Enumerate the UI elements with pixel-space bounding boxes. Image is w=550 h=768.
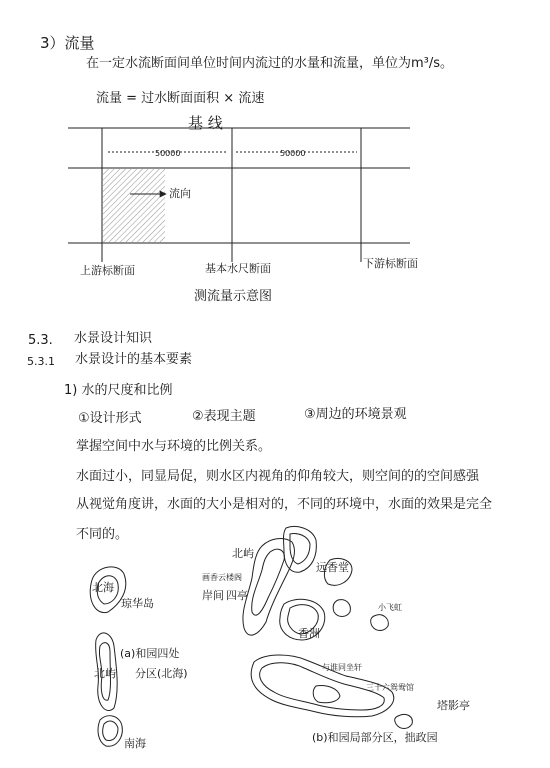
qiongdao-label: 琼华岛 (121, 597, 154, 610)
flow-heading: 3）流量 (40, 34, 95, 52)
siting-label: 四亭 (226, 589, 248, 602)
paragraph-line-1: 掌握空间中水与环境的比例关系。 (76, 439, 272, 454)
yuanxiang-label: 远香堂 (316, 561, 349, 574)
paragraph-line-2: 水面过小，同显局促，则水区内视角的仰角较大，则空间的的空间感强 (76, 469, 480, 484)
paragraph-line-4: 不同的。 (76, 527, 129, 542)
distance-label-a: 50000 (155, 149, 181, 158)
garden-central-inner-shape (252, 549, 285, 615)
small-island-c (371, 615, 389, 631)
hanbi-label: 与谁同坐轩 (322, 663, 362, 672)
xiangzhou-label: 香洲 (298, 627, 320, 640)
flow-definition: 在一定水流断面间单位时间内流过的水量和流量，单位为m³/s。 (86, 56, 454, 71)
lower-islet-shape (313, 685, 340, 702)
flow-formula: 流量 = 过水断面面积 × 流速 (96, 91, 265, 106)
basic-section-label: 基本水尺断面 (205, 262, 271, 275)
nanhai-inner-shape (103, 721, 118, 740)
downstream-label: 下游标断面 (363, 257, 418, 270)
item-scale: 1) 水的尺度和比例 (64, 383, 173, 398)
factor-theme: ②表现主题 (192, 409, 256, 424)
nanhai-label: 南海 (124, 737, 146, 750)
beihai-label: 北海 (92, 581, 114, 594)
distance-label-b: 50000 (280, 149, 306, 158)
section-5-3-1-number: 5.3.1 (27, 355, 55, 368)
zhonghai-label: 北屿 (94, 667, 116, 680)
beiyu-label: 北屿 (232, 547, 254, 560)
flow-direction-label: 流向 (169, 187, 191, 200)
caption-a-line-1: (a)和园四处 (120, 647, 180, 660)
factor-design-form: ①设计形式 (78, 411, 142, 426)
caption-b: (b)和园局部分区，拙政园 (312, 731, 438, 744)
daoying-label: 塔影亭 (437, 699, 470, 712)
xiaofei-label: 小飞虹 (378, 603, 402, 612)
small-island-b (333, 600, 350, 617)
caption-a-line-2: 分区(北海) (135, 667, 188, 680)
yuanxiang-block-shape (284, 527, 317, 573)
paragraph-line-3: 从视觉角度讲，水面的大小是相对的，不同的环境中，水面的效果是完全 (76, 497, 493, 512)
section-5-3-1-title: 水景设计的基本要素 (75, 352, 193, 367)
baseline-label: 基 线 (188, 114, 223, 132)
flow-caption: 测流量示意图 (194, 289, 273, 304)
lower-small-island (395, 714, 413, 728)
thirtysix-label: 三十六鸳鸯馆 (366, 683, 414, 692)
upstream-label: 上游标断面 (80, 264, 135, 277)
section-5-3-number: 5.3. (28, 333, 53, 348)
factor-environment: ③周边的环境景观 (304, 407, 407, 422)
shuxiang-label: 画香云楼阁 (202, 573, 242, 582)
section-5-3-title: 水景设计知识 (74, 331, 153, 346)
yuanxiang-inner-shape (290, 533, 310, 564)
qiao-label: 岸间 (202, 589, 224, 602)
nanhai-lake-shape (98, 716, 122, 747)
